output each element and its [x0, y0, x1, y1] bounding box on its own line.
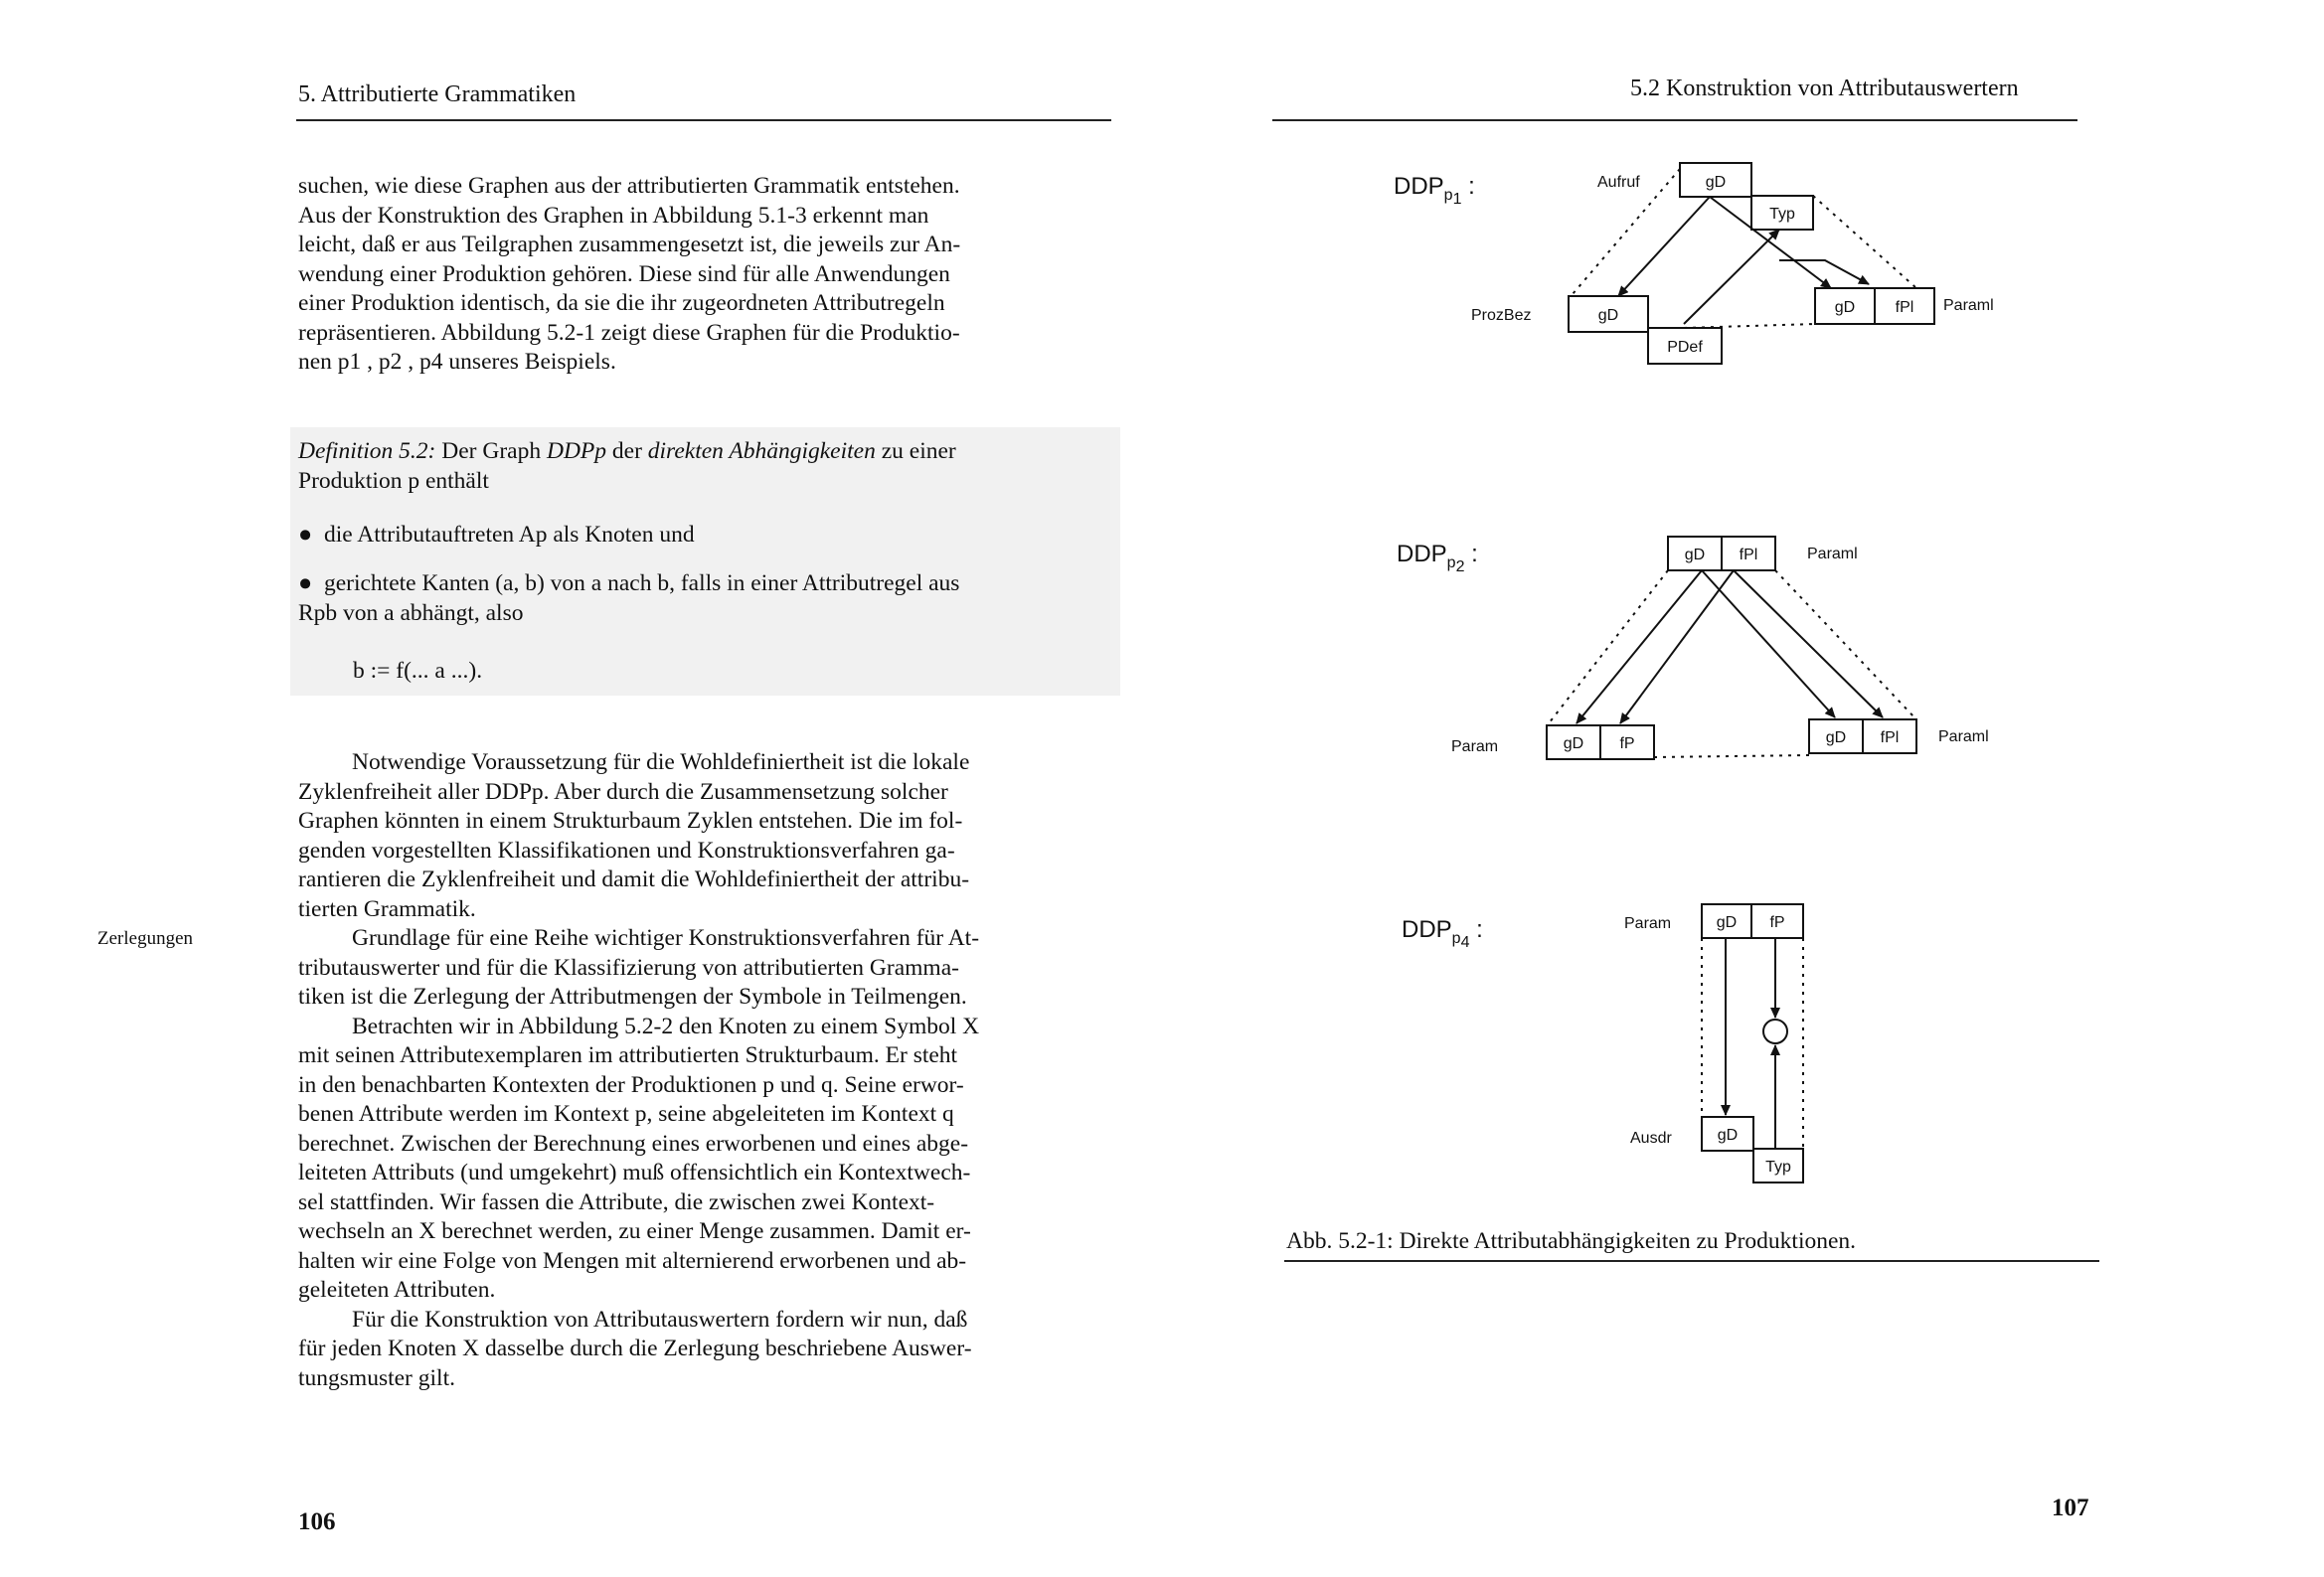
figure-colon: :: [1476, 916, 1483, 943]
definition-term-name: direkten Abhängigkeiten: [647, 438, 876, 464]
text-line: Betrachten wir in Abbildung 5.2-2 den Knoten zu einem Symbol X: [352, 1013, 980, 1039]
bullet-icon: ●: [298, 522, 313, 548]
text-line: wendung einer Produktion gehören. Diese sind für alle Anwendungen: [298, 260, 950, 287]
label-left: ProzBez: [1471, 307, 1532, 324]
edge-arrow: [1684, 230, 1779, 324]
definition-text-a: Der Graph: [441, 438, 542, 464]
text-line: leicht, daß er aus Teilgraphen zusammengesetzt ist, die jeweils zur An-: [298, 232, 961, 257]
box-label: gD: [1705, 174, 1727, 191]
edge-arrow: [1779, 260, 1869, 284]
figure-sub-index: 1: [1452, 190, 1462, 208]
bullet-text-cont: Rpb von a abhängt, also: [298, 599, 524, 626]
figure-1-labels: [1471, 174, 1994, 356]
figure-sub-index: 2: [1455, 557, 1465, 575]
definition-text-b: der: [611, 438, 642, 464]
figure-title-text: DDP: [1394, 173, 1444, 200]
box-label: gD: [1717, 1127, 1739, 1144]
definition-line-2: Produktion p enthält: [298, 467, 489, 494]
figure-3-labels: [1624, 914, 1791, 1176]
figure-subscript: p: [1443, 186, 1453, 204]
text-line: genden vorgestellten Klassifikationen und Konstruktionsverfahren ga-: [298, 837, 955, 864]
text-line: tributauswerter und für die Klassifizierung von attributierten Gramma-: [298, 954, 959, 981]
box-label: fP: [1619, 735, 1635, 752]
edge-arrow: [1618, 197, 1710, 296]
text-line: Für die Konstruktion von Attributauswertern fordern wir nun, daß: [352, 1306, 968, 1333]
bullet-text: gerichtete Kanten (a, b) von a nach b, falls in einer Attributregel aus: [323, 570, 960, 596]
box-label: gD: [1563, 735, 1584, 752]
figure-caption: Abb. 5.2-1: Direkte Attributabhängigkeiten zu Produktionen.: [1286, 1228, 1857, 1254]
text-line: suchen, wie diese Graphen aus der attributierten Grammatik entstehen.: [298, 173, 960, 199]
label-right: Paraml: [1943, 297, 1994, 314]
figure-title-text: DDP: [1402, 916, 1452, 943]
box-label: fPl: [1880, 729, 1900, 746]
text-line: halten wir eine Folge von Mengen mit alternierend erworbenen und ab-: [298, 1247, 967, 1274]
definition-term: DDPp: [546, 438, 607, 464]
text-line: benen Attribute werden im Kontext p, seine abgeleiteten im Kontext q: [298, 1101, 954, 1127]
text-line: nen p1 , p2 , p4 unseres Beispiels.: [298, 349, 616, 375]
text-line: geleiteten Attributen.: [298, 1277, 496, 1303]
figure-2-labels: [1451, 546, 1989, 755]
label-top: Paraml: [1807, 546, 1858, 562]
label-left: Param: [1451, 738, 1499, 755]
bullet-text: die Attributauftreten Ap als Knoten und: [323, 522, 695, 548]
box-label: gD: [1597, 307, 1619, 324]
text-line: für jeden Knoten X dasselbe durch die Zerlegung beschriebene Auswer-: [298, 1336, 972, 1361]
text-line: Aus der Konstruktion des Graphen in Abbildung 5.1-3 erkennt man: [298, 202, 929, 229]
text-line: Zyklenfreiheit aller DDPp. Aber durch die Zusammensetzung solcher: [298, 778, 948, 805]
box-label: fP: [1769, 914, 1785, 931]
right-running-header: 5.2 Konstruktion von Attributauswertern: [1630, 76, 2019, 101]
text-line: tierten Grammatik.: [298, 895, 476, 922]
figure-colon: :: [1468, 173, 1475, 200]
figure-1-diagram: [1569, 163, 1934, 364]
definition-formula: b := f(... a ...).: [353, 658, 483, 684]
text-line: mit seinen Attributexemplaren im attributierten Strukturbaum. Er steht: [298, 1042, 958, 1068]
text-line: repräsentieren. Abbildung 5.2-1 zeigt diese Graphen für die Produktio-: [298, 319, 960, 346]
box-label: Typ: [1769, 206, 1795, 223]
text-line: berechnet. Zwischen der Berechnung eines erworbenen und eines abge-: [298, 1130, 969, 1157]
text-line: rantieren die Zyklenfreiheit und damit die Wohldefiniertheit der attribu-: [298, 867, 970, 892]
box-label: gD: [1684, 547, 1706, 563]
text-line: leiteten Attributs (und umgekehrt) muß offensichtlich ein Kontextwech-: [298, 1160, 971, 1185]
text-line: in den benachbarten Kontexten der Produktionen p und q. Seine erwor-: [298, 1071, 964, 1098]
dotted-connectors: [1573, 169, 1916, 328]
text-line: Notwendige Voraussetzung für die Wohldefiniertheit ist die lokale: [352, 749, 970, 775]
box-label: fPl: [1739, 547, 1758, 563]
box-label: Typ: [1765, 1159, 1791, 1176]
box-label: gD: [1834, 299, 1856, 316]
label-top: Param: [1624, 915, 1672, 932]
left-page-number: 106: [298, 1508, 336, 1535]
box-label: fPl: [1895, 299, 1914, 316]
box-label: gD: [1825, 729, 1847, 746]
figure-colon: :: [1471, 541, 1478, 567]
edge-arrow: [1577, 570, 1702, 723]
figure-title-text: DDP: [1397, 541, 1447, 567]
edge-arrow: [1734, 570, 1883, 717]
text-line: einer Produktion identisch, da sie die ihr zugeordneten Attributregeln: [298, 290, 945, 316]
label-top: Aufruf: [1597, 174, 1640, 191]
definition-label: Definition 5.2:: [298, 438, 436, 464]
edge-arrow: [1620, 570, 1734, 723]
left-running-header: 5. Attributierte Grammatiken: [298, 81, 577, 107]
figure-2-diagram: [1547, 537, 1916, 759]
right-page-number: 107: [2052, 1495, 2089, 1521]
text-line: tiken ist die Zerlegung der Attributmengen der Symbole in Teilmengen.: [298, 984, 967, 1010]
text-line: Graphen könnten in einem Strukturbaum Zyklen entstehen. Die im fol-: [298, 808, 963, 834]
text-line: Grundlage für eine Reihe wichtiger Konstruktionsverfahren für At-: [352, 925, 980, 951]
box-label: PDef: [1667, 339, 1703, 356]
figure-subscript: p: [1451, 929, 1461, 947]
figure-subscript: p: [1446, 553, 1456, 571]
text-line: wechseln an X berechnet werden, zu einer Menge zusammen. Damit er-: [298, 1218, 971, 1244]
box-label: gD: [1716, 914, 1738, 931]
label-right: Paraml: [1938, 728, 1989, 745]
text-line: tungsmuster gilt.: [298, 1364, 455, 1391]
definition-text-c: zu einer: [881, 438, 956, 464]
label-bottom: Ausdr: [1630, 1130, 1672, 1147]
figure-sub-index: 4: [1460, 933, 1470, 951]
edge-arrow: [1702, 570, 1835, 717]
caption-rule: [1284, 1260, 2099, 1262]
bullet-icon: ●: [298, 570, 313, 596]
text-line: sel stattfinden. Wir fassen die Attribute, die zwischen zwei Kontext-: [298, 1188, 935, 1215]
function-node: [1763, 1020, 1787, 1043]
dotted-connectors: [1549, 570, 1914, 757]
margin-note: Zerlegungen: [97, 928, 194, 949]
